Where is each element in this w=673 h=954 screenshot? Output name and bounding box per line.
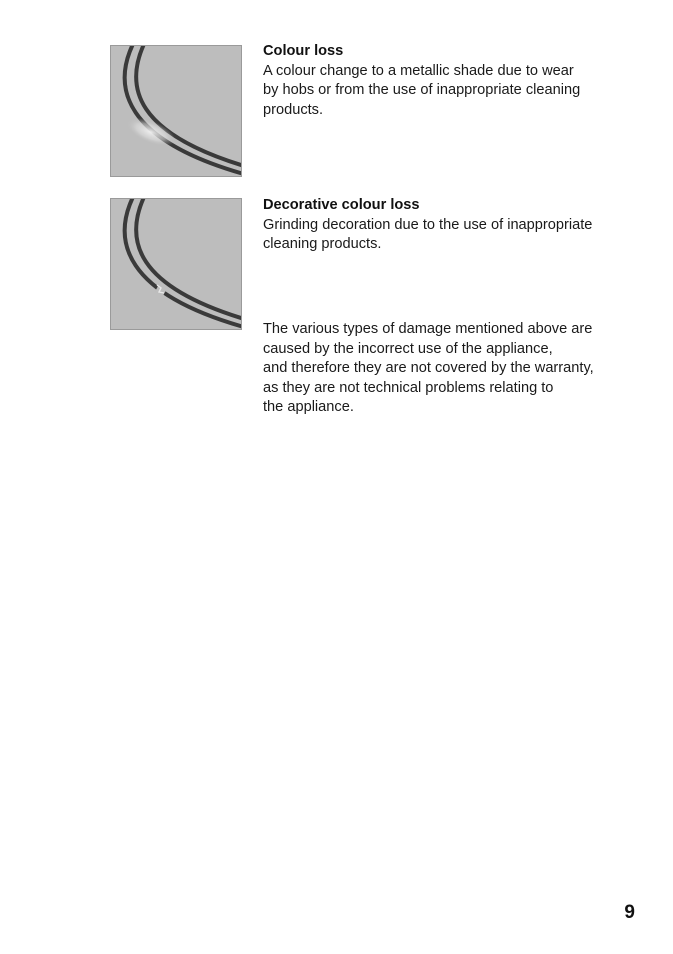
section-text-line: cleaning products.	[263, 236, 382, 252]
note-text-line: as they are not technical problems relating to	[263, 379, 554, 396]
decoration-ring-inner	[136, 46, 241, 168]
section-text-line: products.	[263, 101, 324, 118]
page-number: 9	[624, 902, 635, 923]
decorative-colour-loss-illustration	[110, 198, 242, 330]
section-text-line: Grinding decoration due to the use of inappropriate	[263, 216, 593, 233]
note-text-line: caused by the incorrect use of the appliance,	[263, 340, 553, 357]
note-text-line: The various types of damage mentioned above are	[263, 321, 593, 337]
note-text-line: the appliance.	[263, 399, 354, 415]
colour-loss-illustration	[110, 45, 242, 177]
decoration-ring-inner	[136, 199, 241, 321]
decoration-ring-outer	[125, 46, 241, 176]
section-text-line: A colour change to a metallic shade due to wear	[263, 62, 574, 79]
colour-loss-section	[263, 42, 633, 120]
note-text-line: and therefore they are not covered by the warranty,	[263, 360, 594, 376]
hob-decoration-ring-image	[111, 46, 241, 176]
hob-decoration-ring-image	[111, 199, 241, 329]
section-text-line: by hobs or from the use of inappropriate cleaning	[263, 82, 581, 98]
warranty-note	[263, 320, 633, 418]
decoration-ring-outer	[125, 199, 241, 329]
section-heading: Colour loss	[263, 43, 344, 59]
section-heading: Decorative colour loss	[263, 197, 420, 213]
decorative-colour-loss-section	[263, 196, 633, 255]
